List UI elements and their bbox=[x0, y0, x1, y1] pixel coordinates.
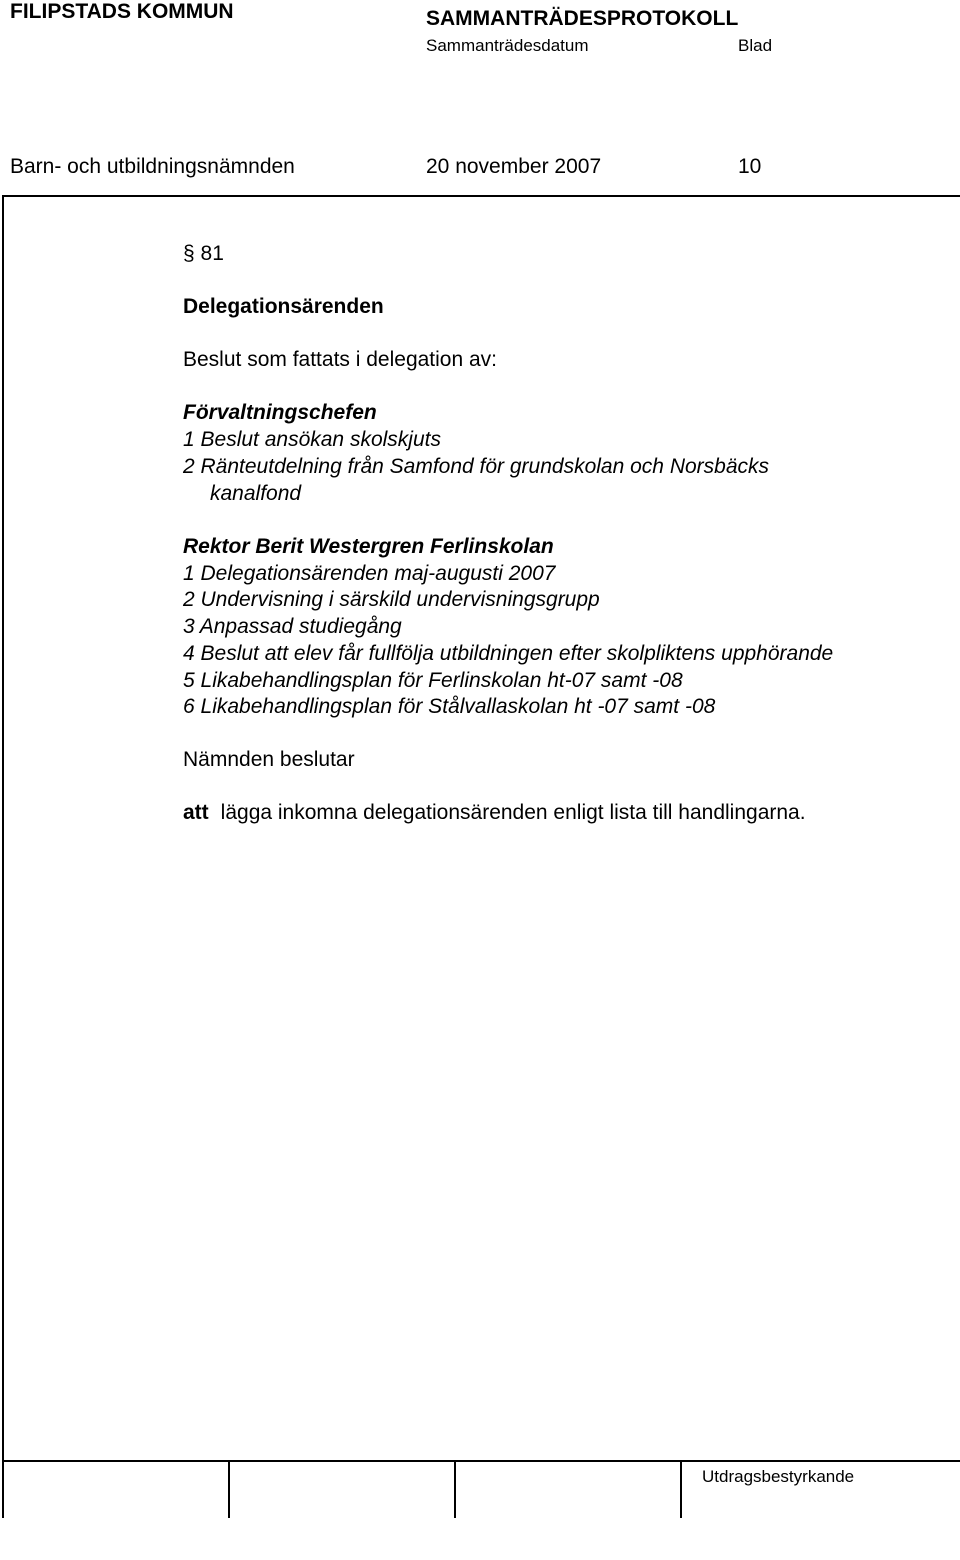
page-label: Blad bbox=[738, 36, 773, 55]
group-heading-forvaltningschefen: Förvaltningschefen bbox=[183, 401, 377, 424]
footer-divider bbox=[2, 1460, 4, 1518]
list-item: 1 Beslut ansökan skolskjuts bbox=[183, 428, 441, 451]
section-title: Delegationsärenden bbox=[183, 295, 384, 318]
list-item: 3 Anpassad studiegång bbox=[183, 615, 402, 638]
decision-att-label: att bbox=[183, 801, 209, 824]
list-item: 6 Likabehandlingsplan för Stålvallaskolan ht -07 samt -08 bbox=[183, 695, 716, 718]
footer-divider bbox=[454, 1460, 456, 1518]
list-item: kanalfond bbox=[210, 482, 302, 505]
committee-name: Barn- och utbildningsnämnden bbox=[10, 155, 295, 178]
meeting-date: 20 november 2007 bbox=[426, 155, 602, 178]
org-name: FILIPSTADS KOMMUN bbox=[10, 0, 234, 23]
meeting-date-label: Sammanträdesdatum bbox=[426, 36, 589, 55]
decision-line bbox=[183, 801, 806, 825]
page-number: 10 bbox=[738, 155, 762, 178]
footer-line bbox=[2, 1460, 960, 1462]
footer-label: Utdragsbestyrkande bbox=[702, 1467, 855, 1486]
paragraph-number: § 81 bbox=[183, 242, 224, 265]
decision-text: lägga inkomna delegationsärenden enligt lista till handlingarna. bbox=[220, 801, 806, 824]
protocol-title: SAMMANTRÄDESPROTOKOLL bbox=[426, 7, 739, 30]
section-intro: Beslut som fattats i delegation av: bbox=[183, 348, 498, 371]
group-heading-rektor: Rektor Berit Westergren Ferlinskolan bbox=[183, 535, 554, 558]
footer-divider bbox=[228, 1460, 230, 1518]
list-item: 2 Ränteutdelning från Samfond för grundskolan och Norsbäcks bbox=[183, 455, 770, 478]
content-frame bbox=[2, 195, 960, 1460]
decision-heading: Nämnden beslutar bbox=[183, 748, 355, 771]
list-item: 1 Delegationsärenden maj-augusti 2007 bbox=[183, 562, 556, 585]
list-item: 2 Undervisning i särskild undervisningsgrupp bbox=[183, 588, 600, 611]
list-item: 5 Likabehandlingsplan för Ferlinskolan ht-07 samt -08 bbox=[183, 669, 683, 692]
footer-divider bbox=[680, 1460, 682, 1518]
list-item: 4 Beslut att elev får fullfölja utbildningen efter skolpliktens upphörande bbox=[183, 642, 834, 665]
